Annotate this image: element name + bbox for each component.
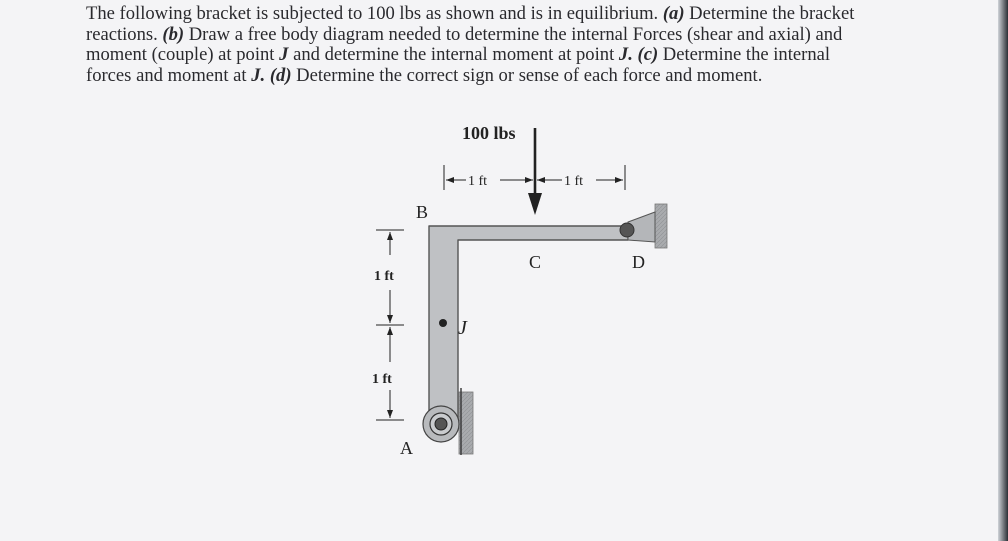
problem-line-1: The following bracket is subjected to 100 lbs as shown and is in equilibrium. (a) Determine the bracket xyxy=(86,3,855,24)
dim-top-right-head-b xyxy=(615,177,623,183)
dim-left-lower: 1 ft xyxy=(372,372,392,387)
label-d: D xyxy=(632,252,645,272)
dim-left-lower-head-b xyxy=(387,410,393,418)
dim-left-upper-head-a xyxy=(387,232,393,240)
label-j: J xyxy=(458,317,467,339)
label-a: A xyxy=(400,438,413,458)
dim-left-upper: 1 ft xyxy=(374,269,394,284)
pin-a xyxy=(435,418,447,430)
dim-top-left-head-b xyxy=(525,177,533,183)
wall-d xyxy=(655,204,667,248)
dim-top-right-head-a xyxy=(537,177,545,183)
problem-line-4: forces and moment at J. (d) Determine the correct sign or sense of each force and moment. xyxy=(86,64,763,86)
pin-d xyxy=(620,223,634,237)
load-label: 100 lbs xyxy=(462,123,516,143)
dim-top-left-head-a xyxy=(446,177,454,183)
point-j-marker xyxy=(439,319,447,327)
dim-top-left: 1 ft xyxy=(468,174,488,189)
dim-top-right: 1 ft xyxy=(564,174,584,189)
problem-line-3: moment (couple) at point J and determine the internal moment at point J. (c) Determine the internal xyxy=(86,44,831,65)
label-c: C xyxy=(529,252,542,272)
dim-left-lower-head-a xyxy=(387,327,393,335)
problem-line-2: reactions. (b) Draw a free body diagram needed to determine the internal Forces (shear and axial) and xyxy=(86,23,843,45)
photo-edge xyxy=(998,0,1008,541)
load-arrow-head xyxy=(528,193,542,215)
label-b: B xyxy=(416,202,429,222)
dim-left-upper-head-b xyxy=(387,315,393,323)
